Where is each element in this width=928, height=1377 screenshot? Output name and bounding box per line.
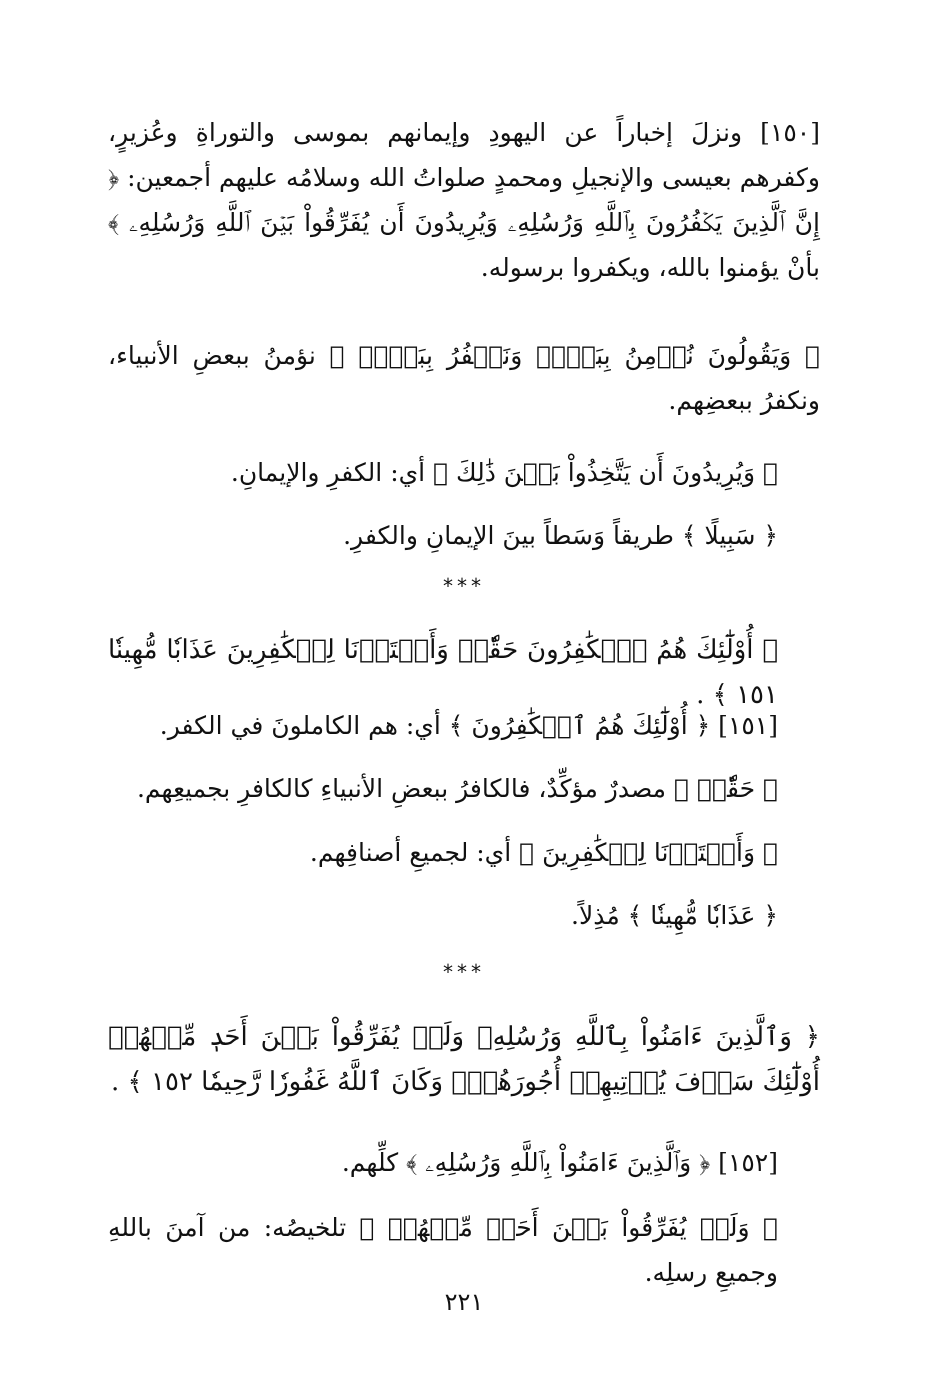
paragraph-150: [١٥٠] ونزلَ إخباراً عن اليهودِ وإيمانهم بموسى والتوراةِ وعُزيرٍ، وكفرهم بعيسى والإنجيلِ ومحمدٍ صلواتُ الله وسلامُه عليهم أجمعين: ﴿ إِنَّ ٱلَّذِينَ يَكۡفُرُونَ بِٱللَّهِ وَرُسُلِهِۦ وَيُرِيدُونَ أَن يُفَرِّقُواْ بَيۡنَ ٱللَّهِ وَرُسُلِهِۦ ﴾ بأنْ يؤمنوا بالله، ويكفروا برسوله. <box>108 118 820 282</box>
section-separator: *** <box>443 574 485 598</box>
paragraph-150-path: ﴿ سَبِيلًا ﴾ طريقاً وَسَطاً بينَ الإيمانِ والكفرِ. <box>343 521 778 550</box>
section-separator-2: *** <box>443 960 485 984</box>
paragraph-151-prepared: ﴿ وَأَعۡتَدۡنَا لِلۡكَٰفِرِينَ ﴾ أي: لجميعِ أصنافِهم. <box>309 838 778 867</box>
paragraph-152: [١٥٢] ﴿ وَٱلَّذِينَ ءَامَنُواْ بِٱللَّهِ وَرُسُلِهِۦ ﴾ كلِّهم. <box>341 1148 778 1177</box>
paragraph-150-take-a-way: ﴿ وَيُرِيدُونَ أَن يَتَّخِذُواْ بَيۡنَ ذَٰلِكَ ﴾ أي: الكفرِ والإيمانِ. <box>230 458 778 487</box>
paragraph-151-truly: ﴿ حَقّٗاۚ ﴾ مصدرٌ مؤكِّدٌ، فالكافرُ ببعضِ الأنبياءِ كالكافرِ بجميعِهم. <box>136 774 778 803</box>
paragraph-150-believe-in-some: ﴿ وَيَقُولُونَ نُؤۡمِنُ بِبَعۡضٖ وَنَكۡفُرُ بِبَعۡضٖ ﴾ نؤمنُ ببعضِ الأنبياء، ونكفرُ ببعضِهم. <box>108 341 820 415</box>
paragraph-151-humiliating-punishment: ﴿ عَذَابٗا مُّهِينٗا ﴾ مُذِلاً. <box>571 901 778 930</box>
verse-151: ﴿ أُوْلَٰٓئِكَ هُمُ ٱلۡكَٰفِرُونَ حَقّٗاۚ وَأَعۡتَدۡنَا لِلۡكَٰفِرِينَ عَذَابٗا مُّهِينٗا ١٥١ ﴾ . <box>108 635 778 710</box>
paragraph-151: [١٥١] ﴿ أُوْلَٰٓئِكَ هُمُ ٱلۡكَٰفِرُونَ ﴾ أي: هم الكاملونَ في الكفر. <box>159 711 778 740</box>
paragraph-152-no-distinction: ﴿ وَلَمۡ يُفَرِّقُواْ بَيۡنَ أَحَدٖ مِّنۡهُمۡ ﴾ تلخيصُه: من آمنَ باللهِ وجميعِ رسلِه. <box>108 1213 778 1287</box>
verse-152: ﴿ وَٱلَّذِينَ ءَامَنُواْ بِٱللَّهِ وَرُسُلِهِۦ وَلَمۡ يُفَرِّقُواْ بَيۡنَ أَحَدٖ مِّنۡهُمۡ أُوْلَٰٓئِكَ سَوۡفَ يُؤۡتِيهِمۡ أُجُورَهُمۡۚ وَكَانَ ٱللَّهُ غَفُورٗا رَّحِيمٗا ١٥٢ ﴾ . <box>108 1022 820 1097</box>
page-number: ٢٢١ <box>444 1288 484 1316</box>
